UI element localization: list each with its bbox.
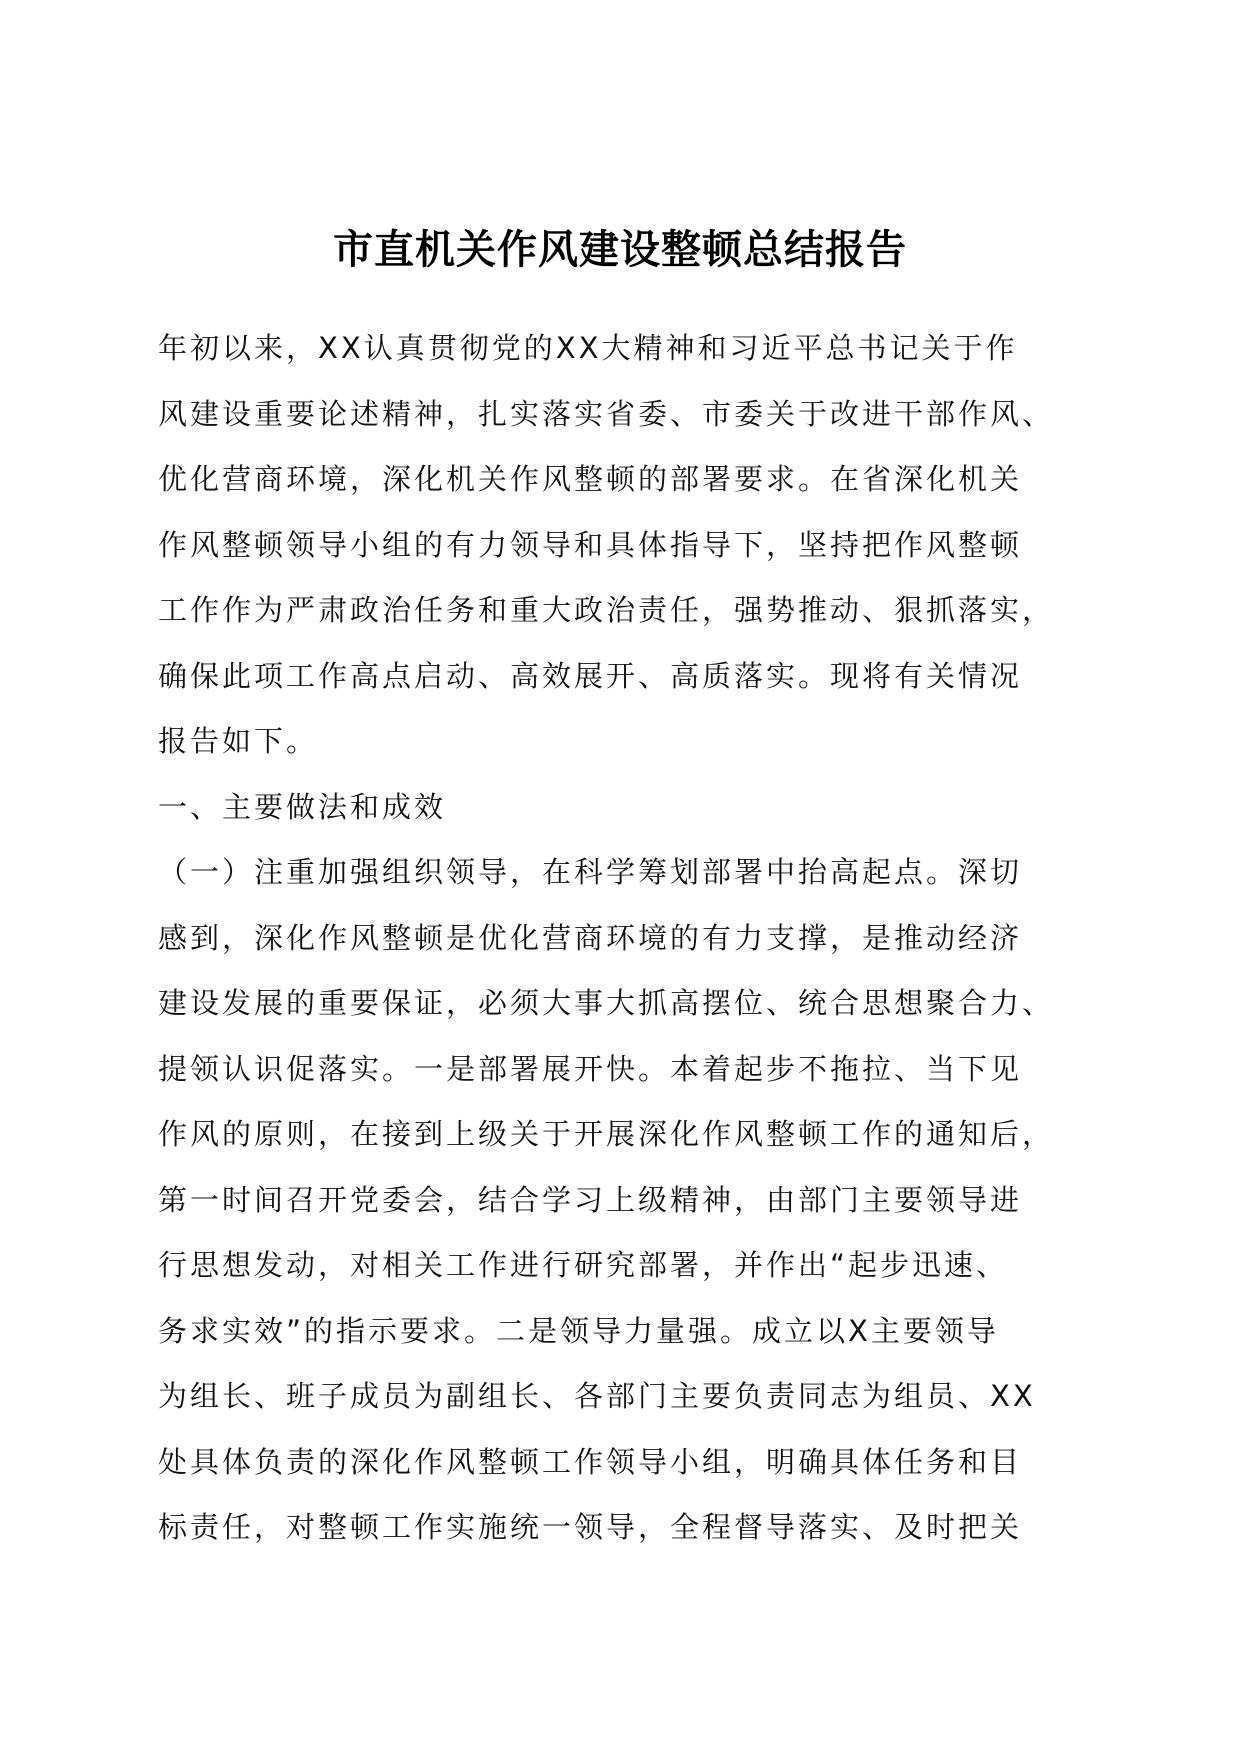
body-line: 务求实效”的指示要求。二是领导力量强。成立以X主要领导 bbox=[158, 1313, 999, 1348]
body-line: 作风整顿领导小组的有力领导和具体指导下，坚持把作风整顿 bbox=[158, 527, 1023, 562]
body-line: 行思想发动，对相关工作进行研究部署，并作出“起步迅速、 bbox=[158, 1248, 1009, 1282]
document-title: 市直机关作风建设整顿总结报告 bbox=[333, 226, 907, 273]
body-line: 工作作为严肃政治任务和重大政治责任，强势推动、狠抓落实， bbox=[158, 593, 1055, 627]
body-line: 优化营商环境，深化机关作风整顿的部署要求。在省深化机关 bbox=[158, 462, 1023, 496]
body-line: 为组长、班子成员为副组长、各部门主要负责同志为组员、XX bbox=[158, 1379, 1036, 1413]
body-line: 建设发展的重要保证，必须大事大抓高摆位、统合思想聚合力、 bbox=[158, 986, 1055, 1020]
section-heading: 一、主要做法和成效 bbox=[158, 789, 447, 824]
body-line: 第一时间召开党委会，结合学习上级精神，由部门主要领导进 bbox=[158, 1182, 1023, 1217]
body-line: 标责任，对整顿工作实施统一领导，全程督导落实、及时把关 bbox=[158, 1510, 1023, 1544]
subsection-heading-line: （一）注重加强组织领导，在科学筹划部署中抬高起点。深切 bbox=[158, 855, 1023, 889]
body-line: 年初以来，XX认真贯彻党的XX大精神和习近平总书记关于作 bbox=[158, 331, 1018, 365]
body-line: 确保此项工作高点启动、高效展开、高质落实。现将有关情况 bbox=[158, 658, 1023, 693]
body-line: 报告如下。 bbox=[158, 724, 319, 758]
body-line: 提领认识促落实。一是部署展开快。本着起步不拖拉、当下见 bbox=[158, 1051, 1023, 1086]
body-line: 风建设重要论述精神，扎实落实省委、市委关于改进干部作风、 bbox=[158, 396, 1055, 431]
body-line: 处具体负责的深化作风整顿工作领导小组，明确具体任务和目 bbox=[158, 1444, 1023, 1479]
body-line: 作风的原则，在接到上级关于开展深化作风整顿工作的通知后， bbox=[158, 1117, 1055, 1151]
body-line: 感到，深化作风整顿是优化营商环境的有力支撑，是推动经济 bbox=[158, 920, 1023, 955]
document-body bbox=[158, 316, 1098, 1561]
